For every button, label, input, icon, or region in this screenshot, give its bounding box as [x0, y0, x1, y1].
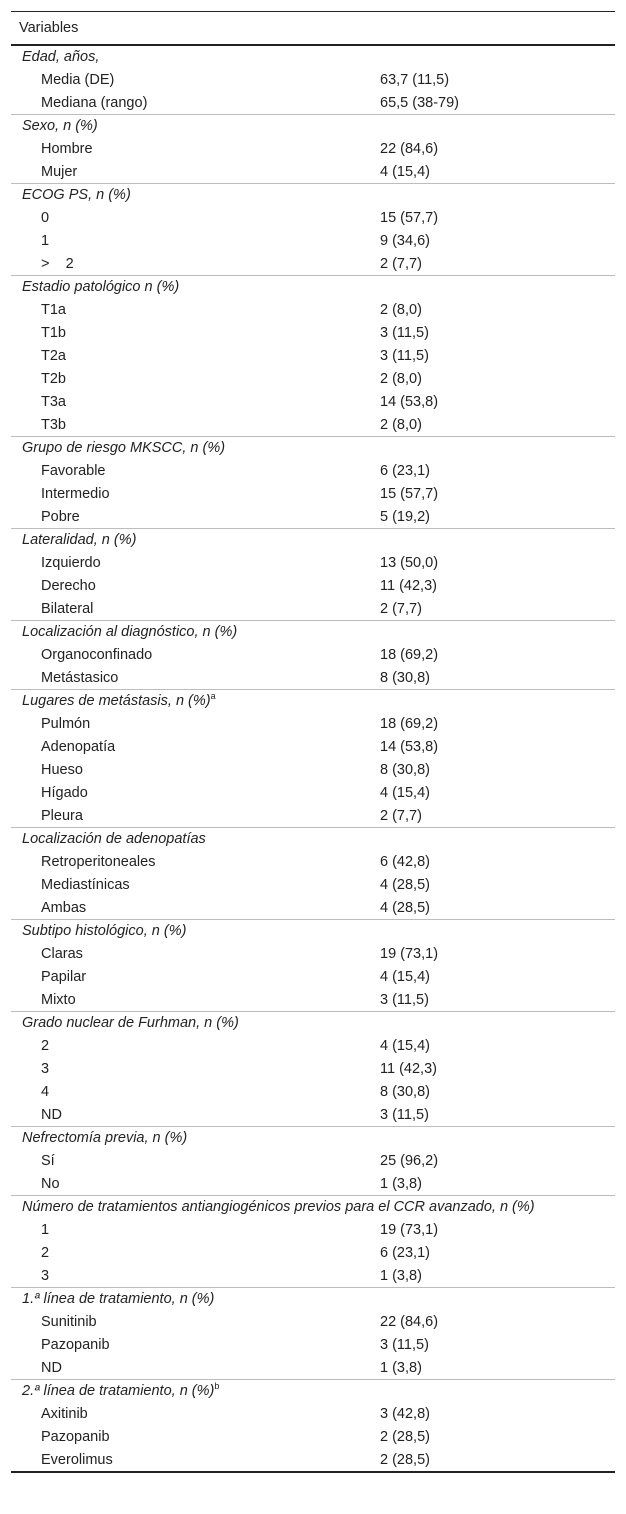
row-label: Favorable	[41, 462, 106, 479]
row-value: 13 (50,0)	[380, 554, 439, 571]
table-row	[11, 68, 615, 91]
row-value: 19 (73,1)	[380, 1221, 439, 1238]
table-row	[11, 758, 615, 781]
row-value: 2 (7,7)	[380, 807, 422, 824]
row-label: T3b	[41, 416, 66, 433]
table-row	[11, 666, 615, 690]
variables-table	[11, 11, 615, 1473]
row-value: 14 (53,8)	[380, 393, 439, 410]
row-label: ND	[41, 1106, 62, 1123]
section-title	[11, 1380, 615, 1403]
section-title-text: Nefrectomía previa, n (%)	[22, 1130, 188, 1146]
table-row	[11, 1425, 615, 1448]
section-title	[11, 115, 615, 138]
table-row	[11, 1448, 615, 1472]
row-value: 14 (53,8)	[380, 738, 439, 755]
row-label: Ambas	[41, 899, 87, 916]
section-row	[11, 276, 615, 299]
section-row	[11, 1012, 615, 1035]
row-label: Pulmón	[41, 715, 91, 732]
row-value: 2 (7,7)	[380, 600, 422, 617]
section-row	[11, 920, 615, 943]
row-label: Sí	[41, 1152, 55, 1169]
row-label: ND	[41, 1359, 62, 1376]
row-label: Mediastínicas	[41, 876, 130, 893]
table-row	[11, 1333, 615, 1356]
table-row	[11, 1103, 615, 1127]
row-label: T3a	[41, 393, 66, 410]
section-title	[11, 437, 615, 460]
row-value: 8 (30,8)	[380, 669, 430, 686]
table-row	[11, 597, 615, 621]
row-value: 8 (30,8)	[380, 1083, 430, 1100]
row-value: 3 (42,8)	[380, 1405, 430, 1422]
row-label: Papilar	[41, 968, 87, 985]
row-value: 2 (8,0)	[380, 301, 422, 318]
row-label: Adenopatía	[41, 738, 116, 755]
row-label: > 2	[41, 255, 74, 272]
table-row	[11, 1080, 615, 1103]
section-title-text: 1.ª línea de tratamiento, n (%)	[22, 1291, 215, 1307]
section-title	[11, 621, 615, 644]
row-value: 25 (96,2)	[380, 1152, 439, 1169]
section-row	[11, 437, 615, 460]
row-value: 6 (42,8)	[380, 853, 430, 870]
section-row	[11, 529, 615, 552]
row-value: 63,7 (11,5)	[380, 71, 450, 88]
row-value: 4 (15,4)	[380, 1037, 430, 1054]
table-row	[11, 482, 615, 505]
row-value: 15 (57,7)	[380, 485, 439, 502]
row-label: Axitinib	[41, 1405, 88, 1422]
section-title	[11, 184, 615, 207]
row-value: 11 (42,3)	[380, 577, 437, 594]
section-title-text: Edad, años,	[22, 49, 100, 65]
row-label: Pobre	[41, 508, 80, 525]
row-value: 2 (28,5)	[380, 1428, 430, 1445]
row-label: Pazopanib	[41, 1428, 110, 1445]
table-row	[11, 344, 615, 367]
table-row	[11, 643, 615, 666]
table-row	[11, 229, 615, 252]
row-value: 4 (28,5)	[380, 899, 430, 916]
row-value: 2 (7,7)	[380, 255, 422, 272]
row-label: Organoconfinado	[41, 646, 153, 663]
row-value: 6 (23,1)	[380, 462, 430, 479]
row-value: 9 (34,6)	[380, 232, 430, 249]
row-value: 3 (11,5)	[380, 991, 429, 1008]
footnote-marker: a	[210, 691, 216, 702]
row-label: Retroperitoneales	[41, 853, 156, 870]
section-row	[11, 1127, 615, 1150]
section-title-text: Grupo de riesgo MKSCC, n (%)	[22, 440, 226, 456]
section-row	[11, 45, 615, 68]
table-row	[11, 1264, 615, 1288]
row-label: 2	[41, 1037, 50, 1054]
section-title	[11, 828, 615, 851]
row-value: 5 (19,2)	[380, 508, 430, 525]
row-value: 4 (15,4)	[380, 163, 430, 180]
section-title	[11, 1127, 615, 1150]
section-title	[11, 1196, 615, 1219]
row-value: 65,5 (38-79)	[380, 94, 459, 111]
row-label: Media (DE)	[41, 71, 115, 88]
table-row	[11, 1402, 615, 1425]
row-label: 3	[41, 1060, 50, 1077]
table-row	[11, 390, 615, 413]
table-row	[11, 252, 615, 276]
table-row	[11, 574, 615, 597]
section-title	[11, 276, 615, 299]
table-row	[11, 873, 615, 896]
section-title	[11, 690, 615, 713]
row-label: Mediana (rango)	[41, 94, 148, 111]
row-value: 3 (11,5)	[380, 324, 429, 341]
row-value: 3 (11,5)	[380, 1106, 429, 1123]
table-header: Variables	[11, 12, 615, 46]
section-row	[11, 1288, 615, 1311]
row-label: Pleura	[41, 807, 83, 824]
row-label: Mujer	[41, 163, 78, 180]
table-row	[11, 1172, 615, 1196]
table-row	[11, 1310, 615, 1333]
row-label: Izquierdo	[41, 554, 101, 571]
row-label: Mixto	[41, 991, 76, 1008]
section-title-text: Localización al diagnóstico, n (%)	[22, 624, 238, 640]
table-row	[11, 804, 615, 828]
table-row	[11, 1218, 615, 1241]
section-title-text: Número de tratamientos antiangiogénicos previos para el CCR avanzado, n (%)	[22, 1199, 535, 1215]
row-label: Hombre	[41, 140, 93, 157]
table-container	[11, 11, 615, 1473]
table-row	[11, 942, 615, 965]
row-value: 3 (11,5)	[380, 347, 429, 364]
section-title	[11, 1288, 615, 1311]
table-row	[11, 321, 615, 344]
section-title	[11, 529, 615, 552]
table-row	[11, 896, 615, 920]
row-value: 15 (57,7)	[380, 209, 439, 226]
row-value: 2 (28,5)	[380, 1448, 615, 1472]
row-label: 1	[41, 1221, 50, 1238]
row-value: 4 (15,4)	[380, 968, 430, 985]
section-title-text: Localización de adenopatías	[22, 831, 206, 847]
table-row	[11, 551, 615, 574]
table-body	[11, 45, 615, 1472]
table-row	[11, 988, 615, 1012]
row-label: 2	[41, 1244, 50, 1261]
table-row	[11, 459, 615, 482]
footnote-marker: b	[214, 1381, 220, 1392]
section-row	[11, 1196, 615, 1219]
table-row	[11, 160, 615, 184]
section-title-text: Subtipo histológico, n (%)	[22, 923, 187, 939]
row-label: 4	[41, 1083, 50, 1100]
section-row	[11, 1380, 615, 1403]
table-row	[11, 712, 615, 735]
row-label: Bilateral	[41, 600, 94, 617]
table-row	[11, 137, 615, 160]
row-value: 22 (84,6)	[380, 1313, 439, 1330]
section-title	[11, 1012, 615, 1035]
table-row	[11, 1241, 615, 1264]
row-label: Sunitinib	[41, 1313, 97, 1330]
table-row	[11, 1057, 615, 1080]
row-value: 19 (73,1)	[380, 945, 439, 962]
table-row	[11, 1034, 615, 1057]
row-value: 22 (84,6)	[380, 140, 439, 157]
row-value: 1 (3,8)	[380, 1359, 422, 1376]
section-title-text: Grado nuclear de Furhman, n (%)	[22, 1015, 239, 1031]
row-value: 4 (15,4)	[380, 784, 430, 801]
section-row	[11, 184, 615, 207]
row-label: T1a	[41, 301, 66, 318]
table-row	[11, 850, 615, 873]
row-value: 6 (23,1)	[380, 1244, 430, 1261]
table-row	[11, 413, 615, 437]
section-title-text: Lateralidad, n (%)	[22, 532, 137, 548]
section-title-text: Lugares de metástasis, n (%)	[22, 693, 211, 709]
row-label: 1	[41, 232, 50, 249]
row-label: Metástasico	[41, 669, 119, 686]
table-row	[11, 1149, 615, 1172]
table-row	[11, 367, 615, 390]
table-row	[11, 505, 615, 529]
row-value: 1 (3,8)	[380, 1175, 422, 1192]
row-label: Everolimus	[11, 1448, 380, 1472]
row-label: 0	[41, 209, 50, 226]
table-header-row	[11, 12, 615, 46]
table-row	[11, 298, 615, 321]
table-row	[11, 206, 615, 229]
row-value: 11 (42,3)	[380, 1060, 437, 1077]
row-value: 1 (3,8)	[380, 1267, 422, 1284]
row-label: T2b	[41, 370, 66, 387]
row-label: No	[41, 1175, 60, 1192]
row-value: 2 (8,0)	[380, 370, 422, 387]
row-label: T1b	[41, 324, 66, 341]
row-label: 3	[41, 1267, 50, 1284]
section-title-text: Estadio patológico n (%)	[22, 279, 180, 295]
section-row	[11, 690, 615, 713]
section-title-text: 2.ª línea de tratamiento, n (%)	[22, 1383, 215, 1399]
table-row	[11, 91, 615, 115]
section-row	[11, 115, 615, 138]
row-value: 2 (8,0)	[380, 416, 422, 433]
row-value: 8 (30,8)	[380, 761, 430, 778]
section-title	[11, 45, 615, 68]
table-row	[11, 965, 615, 988]
section-row	[11, 621, 615, 644]
table-row	[11, 781, 615, 804]
table-row	[11, 1356, 615, 1380]
section-row	[11, 828, 615, 851]
section-title-text: Sexo, n (%)	[22, 118, 98, 134]
row-value: 3 (11,5)	[380, 1336, 429, 1353]
table-row	[11, 735, 615, 758]
row-label: Claras	[41, 945, 83, 962]
section-title-text: ECOG PS, n (%)	[22, 187, 131, 203]
row-value: 18 (69,2)	[380, 646, 439, 663]
row-label: Intermedio	[41, 485, 110, 502]
row-label: Pazopanib	[41, 1336, 110, 1353]
row-label: Derecho	[41, 577, 96, 594]
row-value: 4 (28,5)	[380, 876, 430, 893]
row-label: Hueso	[41, 761, 83, 778]
section-title	[11, 920, 615, 943]
row-label: T2a	[41, 347, 66, 364]
row-label: Hígado	[41, 784, 88, 801]
row-value: 18 (69,2)	[380, 715, 439, 732]
